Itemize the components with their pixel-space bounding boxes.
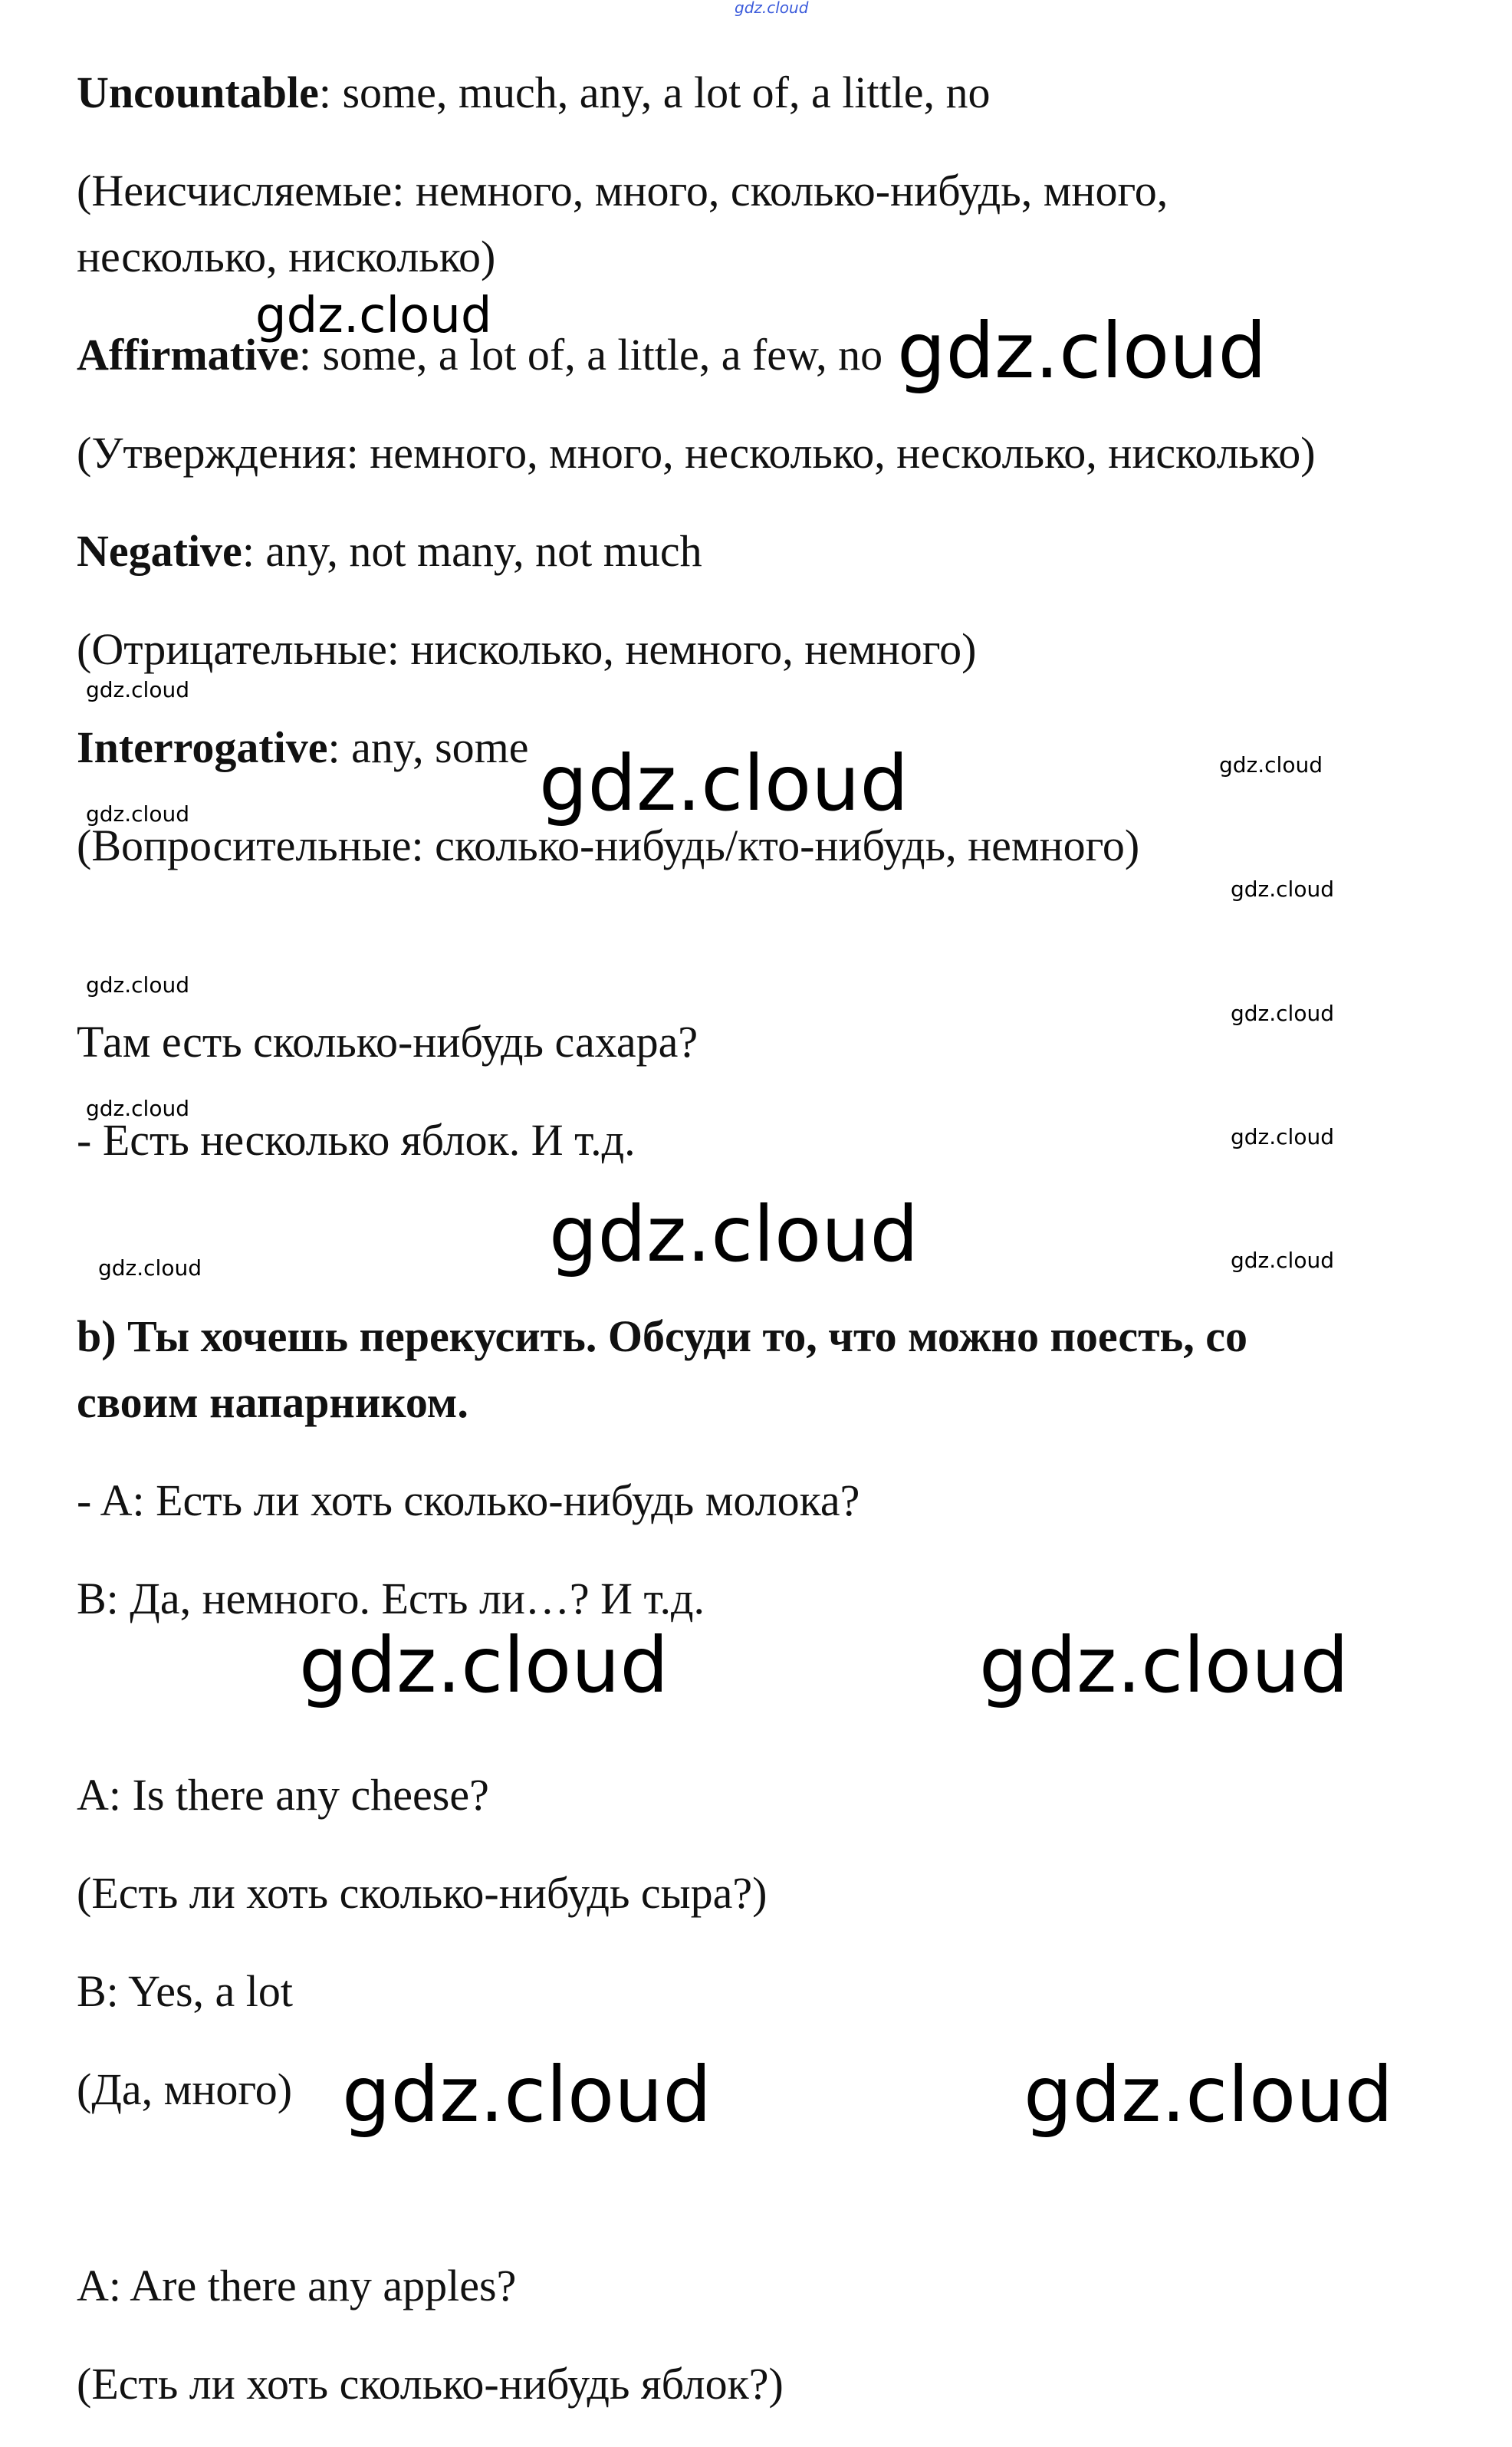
affirmative-ru-line: (Утверждения: немного, много, несколько, несколько, нисколько) (77, 428, 1316, 478)
task-b-line-1: b) Ты хочешь перекусить. Обсуди то, что можно поесть, со (77, 1311, 1247, 1361)
watermark-1: gdz.cloud (255, 288, 492, 344)
interrogative-line (77, 715, 529, 781)
watermark-7: gdz.cloud (1231, 877, 1334, 902)
watermark-12: gdz.cloud (549, 1189, 919, 1279)
task-b-line-2: своим напарником. (77, 1377, 468, 1427)
watermark-14: gdz.cloud (1231, 1248, 1334, 1273)
a-cheese-line: A: Is there any cheese? (77, 1770, 489, 1820)
interrogative-ru-line: (Вопросительные: сколько-нибудь/кто-нибудь, немного) (77, 821, 1140, 870)
interrogative-label: Interrogative (77, 722, 328, 772)
dialog-line-1: - A: Есть ли хоть сколько-нибудь молока? (77, 1475, 860, 1525)
b-lot-ru-line: (Да, много) (77, 2064, 293, 2114)
watermark-17: gdz.cloud (342, 2050, 712, 2139)
watermark-8: gdz.cloud (86, 972, 189, 998)
example-line-2: - Есть несколько яблок. И т.д. (77, 1115, 636, 1165)
watermark-9: gdz.cloud (1231, 1001, 1334, 1026)
watermark-top: gdz.cloud (735, 0, 809, 17)
uncountable-line (77, 60, 991, 126)
negative-line (77, 518, 702, 584)
watermark-4: gdz.cloud (539, 738, 909, 828)
watermark-13: gdz.cloud (98, 1255, 202, 1281)
watermark-18: gdz.cloud (1024, 2050, 1394, 2139)
negative-text: : any, not many, not much (242, 526, 702, 576)
a-cheese-ru-line: (Есть ли хоть сколько-нибудь сыра?) (77, 1868, 768, 1918)
watermark-5: gdz.cloud (1219, 752, 1323, 778)
watermark-15: gdz.cloud (299, 1620, 669, 1710)
negative-label: Negative (77, 526, 242, 576)
example-line-1: Там есть сколько-нибудь сахара? (77, 1017, 698, 1067)
watermark-10: gdz.cloud (86, 1096, 189, 1121)
watermark-2: gdz.cloud (897, 306, 1267, 396)
a-apples-ru-line: (Есть ли хоть сколько-нибудь яблок?) (77, 2359, 784, 2409)
watermark-16: gdz.cloud (979, 1620, 1349, 1710)
negative-ru-line: (Отрицательные: нисколько, немного, немного) (77, 624, 977, 674)
watermark-3: gdz.cloud (86, 677, 189, 702)
a-apples-line: A: Are there any apples? (77, 2261, 517, 2311)
watermark-11: gdz.cloud (1231, 1124, 1334, 1149)
affirmative-text: : some, a lot of, a little, a few, no (298, 330, 883, 380)
dialog-line-2: B: Да, немного. Есть ли…? И т.д. (77, 1574, 705, 1623)
uncountable-ru-line-2: несколько, нисколько) (77, 232, 496, 281)
watermark-6: gdz.cloud (86, 801, 189, 827)
uncountable-text: : some, much, any, a lot of, a little, no (318, 67, 991, 117)
interrogative-text: : any, some (327, 722, 529, 772)
uncountable-ru-line-1: (Неисчисляемые: немного, много, сколько-нибудь, много, (77, 166, 1169, 215)
affirmative-label: Affirmative (77, 330, 299, 380)
uncountable-label: Uncountable (77, 67, 319, 117)
b-lot-line: B: Yes, a lot (77, 1966, 294, 2016)
